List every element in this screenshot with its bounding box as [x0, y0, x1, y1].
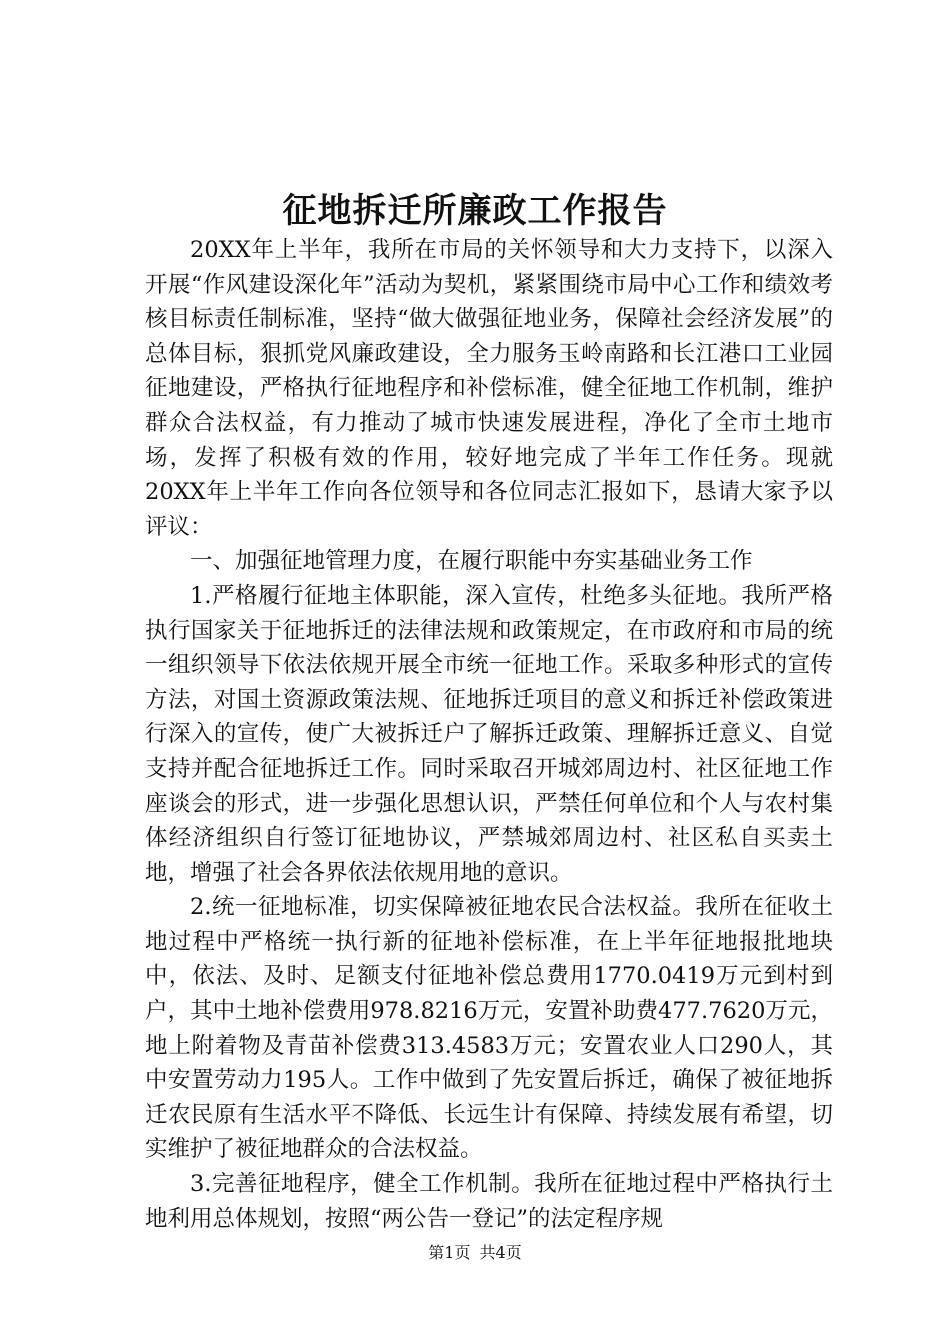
paragraph-item-1: 1.严格履行征地主体职能，深入宣传，杜绝多头征地。我所严格执行国家关于征地拆迁的法律法规和政策规定，在市政府和市局的统一组织领导下依法依规开展全市统一征地工作。采取多种形式的宣传方法，对国土资源政策法规、征地拆迁项目的意义和拆迁补偿政策进行深入的宣传，使广大被拆迁户了解拆迁政策、理解拆迁意义、自觉支持并配合征地拆迁工作。同时采取召开城郊周边村、社区征地工作座谈会的形式，进一步强化思想认识，严禁任何单位和个人与农村集体经济组织自行签订征地协议，严禁城郊周边村、社区私自买卖土地，增强了社会各界依法依规用地的意识。: [145, 582, 833, 886]
page-number: 第1页: [428, 1243, 471, 1262]
paragraph-item-2: 2.统一征地标准，切实保障被征地农民合法权益。我所在征收土地过程中严格统一执行新的征地补偿标准，在上半年征地报批地块中，依法、及时、足额支付征地补偿总费用1770.0419万元到村到户，其中土地补偿费用978.8216万元，安置补助费477.7620万元，地上附着物及青苗补偿费313.4583万元；安置农业人口290人，其中安置劳动力195人。工作中做到了先安置后拆迁，确保了被征地拆迁农民原有生活水平不降低、长远生计有保障、持续发展有希望，切实维护了被征地群众的合法权益。: [145, 894, 833, 1163]
paragraph-intro: 20XX年上半年，我所在市局的关怀领导和大力支持下，以深入开展“作风建设深化年”活动为契机，紧紧围绕市局中心工作和绩效考核目标责任制标准，坚持“做大做强征地业务，保障社会经济发展”的总体目标，狠抓党风廉政建设，全力服务玉岭南路和长江港口工业园征地建设，严格执行征地程序和补偿标准，健全征地工作机制，维护群众合法权益，有力推动了城市快速发展进程，净化了全市土地市场，发挥了积极有效的作用，较好地完成了半年工作任务。现就20XX年上半年工作向各位领导和各位同志汇报如下，恳请大家予以评议：: [145, 237, 833, 540]
paragraph-item-3: 3.完善征地程序，健全工作机制。我所在征地过程中严格执行土地利用总体规划，按照“两公告一登记”的法定程序规: [145, 1171, 833, 1232]
page-total: 共4页: [479, 1243, 522, 1262]
page-footer: [0, 1240, 950, 1263]
section-heading-1: 一、加强征地管理力度，在履行职能中夯实基础业务工作: [190, 548, 753, 575]
document-body: [145, 233, 833, 1236]
document-title: 征地拆迁所廉政工作报告: [282, 191, 668, 231]
